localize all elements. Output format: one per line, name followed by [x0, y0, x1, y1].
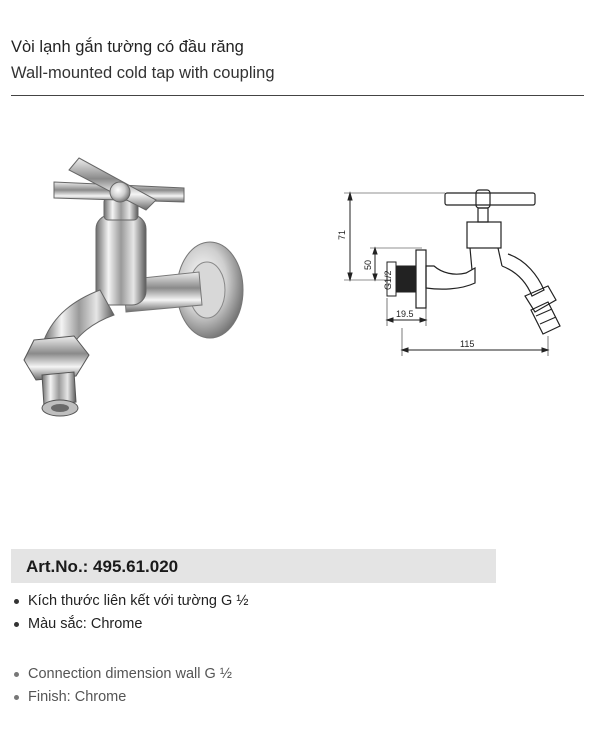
technical-drawing: [330, 178, 590, 368]
spec-list-english: [14, 663, 232, 709]
product-photo: [14, 140, 254, 440]
bullet-icon: [14, 599, 19, 604]
spec-list-vietnamese: [14, 590, 248, 636]
dim-center-label: 50: [363, 259, 373, 270]
list-item: Connection dimension wall G ½: [14, 663, 232, 686]
article-number: Art.No.: 495.61.020: [26, 557, 179, 576]
list-item: Kích thước liên kết với tường G ½: [14, 590, 248, 613]
list-item: Finish: Chrome: [14, 686, 232, 709]
list-item: Màu sắc: Chrome: [14, 613, 248, 636]
dim-height-label: 71: [337, 229, 347, 240]
bullet-icon: [14, 622, 19, 627]
bullet-icon: [14, 672, 19, 677]
product-title-vietnamese: Vòi lạnh gắn tường có đầu răng: [11, 38, 244, 56]
dim-thread-label: G1/2: [383, 270, 393, 290]
header-divider: [11, 95, 584, 96]
dim-length-label: 115: [460, 339, 475, 349]
dim-depth-label: 19.5: [396, 309, 414, 319]
product-title-english: Wall-mounted cold tap with coupling: [11, 64, 275, 82]
article-number-bar: [11, 549, 496, 583]
bullet-icon: [14, 695, 19, 700]
